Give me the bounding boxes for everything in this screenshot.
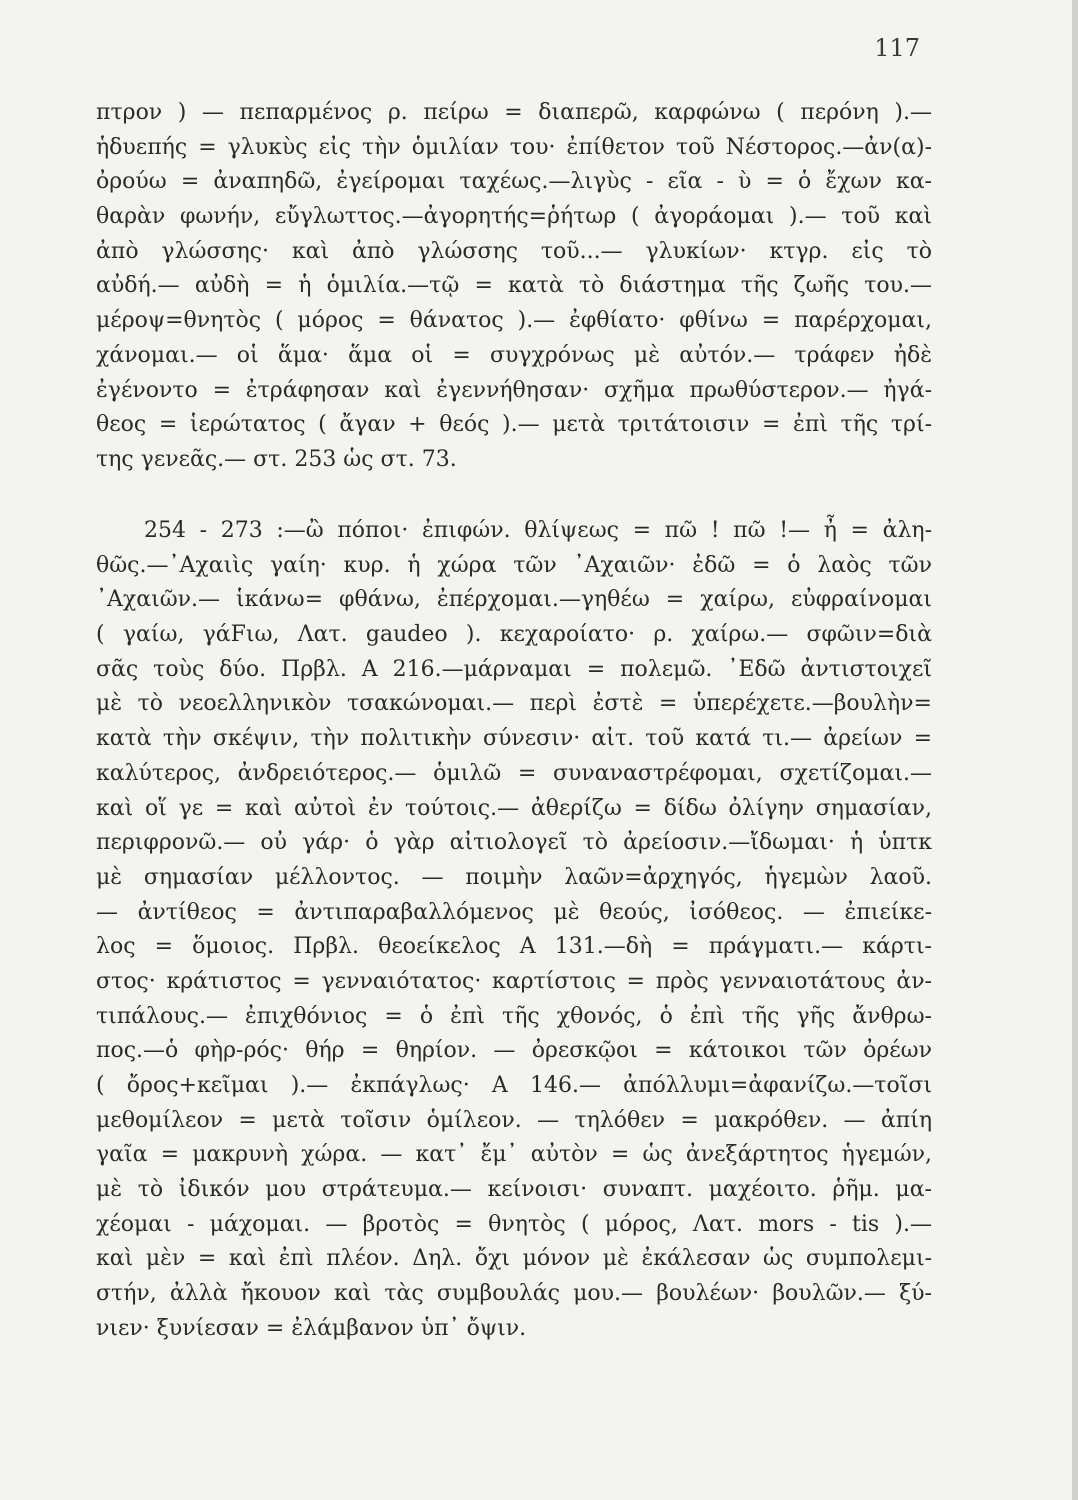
text-line: τιπάλους.— ἐπιχθόνιος = ὁ ἐπὶ τῆς χθονός, ὁ ἐπὶ τῆς γῆς ἄνθρω-: [96, 1003, 932, 1029]
text-line: μὲ τὸ νεοελληνικὸν τσακώνομαι.— περὶ ἐστὲ = ὑπερέχετε.—βουλὴν=: [96, 691, 932, 717]
text-line: — ἀντίθεος = ἀντιπαραβαλλόμενος μὲ θεούς, ἰσόθεος. — ἐπιείκε-: [96, 899, 932, 925]
text-line: χάνομαι.— οἱ ἅμα· ἅμα οἱ = συγχρόνως μὲ αὐτόν.— τράφεν ἠδὲ: [96, 342, 932, 368]
text-line: καὶ οἵ γε = καὶ αὐτοὶ ἐν τούτοις.— ἀθερίζω = δίδω ὀλίγην σημασίαν,: [96, 795, 932, 821]
paragraph-2: [96, 514, 932, 1347]
text-line: γαῖα = μακρυνὴ χώρα. — κατ᾿ ἔμ᾿ αὐτὸν = ὡς ἀνεξάρτητος ἡγεμών,: [96, 1142, 932, 1168]
text-line: ᾿Αχαιῶν.— ἱκάνω= φθάνω, ἐπέρχομαι.—γηθέω = χαίρω, εὐφραίνομαι: [96, 587, 932, 613]
text-line: ( ὄρος+κεῖμαι ).— ἐκπάγλως· Α 146.— ἀπόλλυμι=ἀφανίζω.—τοῖσι: [96, 1073, 932, 1098]
page-number: 117: [874, 34, 920, 62]
text-line: πος.—ὁ φὴρ-ρός· θήρ = θηρίον. — ὀρεσκῷοι = κάτοικοι τῶν ὀρέων: [96, 1038, 932, 1064]
text-line: περιφρονῶ.— οὐ γάρ· ὁ γὰρ αἰτιολογεῖ τὸ ἀρείοσιν.—ἴδωμαι· ἡ ὑπτκ: [96, 830, 932, 856]
text-line: καὶ μὲν = καὶ ἐπὶ πλέον. Δηλ. ὄχι μόνον μὲ ἐκάλεσαν ὡς συμπολεμι-: [96, 1246, 932, 1272]
text-line: 254 - 273 :—ὢ πόποι· ἐπιφών. θλίψεως = πῶ ! πῶ !— ἦ = ἀλη-: [144, 518, 932, 543]
text-line: μέροψ=θνητὸς ( μόρος = θάνατος ).— ἐφθίατο· φθίνω = παρέρχομαι,: [96, 308, 932, 334]
text-line: μεθομίλεον = μετὰ τοῖσιν ὁμίλεον. — τηλόθεν = μακρόθεν. — ἀπίη: [96, 1107, 932, 1133]
text-line: χέομαι - μάχομαι. — βροτὸς = θνητὸς ( μόρος, Λατ. mors - tis ).—: [96, 1211, 932, 1237]
text-line: ὀρούω = ἀναπηδῶ, ἐγείρομαι ταχέως.—λιγὺς - εῖα - ὺ = ὁ ἔχων κα-: [96, 169, 932, 195]
text-line: ἡδυεπής = γλυκὺς εἰς τὴν ὁμιλίαν του· ἐπίθετον τοῦ Νέστορος.—ἀν(α)-: [96, 134, 932, 160]
text-line: πτρον ) — πεπαρμένος ρ. πείρω = διαπερῶ, καρφώνω ( περόνη ).—: [96, 100, 932, 125]
text-line: θεος = ἱερώτατος ( ἄγαν + θεός ).— μετὰ τριτάτοισιν = ἐπὶ τῆς τρί-: [96, 412, 932, 438]
text-line: ἐγένοντο = ἐτράφησαν καὶ ἐγεννήθησαν· σχῆμα πρωθύστερον.— ἠγά-: [96, 377, 932, 403]
text-line: της γενεᾶς.— στ. 253 ὡς στ. 73.: [96, 446, 457, 472]
text-line: σᾶς τοὺς δύο. Πρβλ. Α 216.—μάρναμαι = πολεμῶ. ᾿Εδῶ ἀντιστοιχεῖ: [96, 656, 932, 682]
text-line: νιεν· ξυνίεσαν = ἐλάμβανον ὑπ᾿ ὄψιν.: [96, 1315, 527, 1341]
text-line: ( γαίω, γάFιω, Λατ. gaudeo ). κεχαροίατο· ρ. χαίρω.— σφῶιν=διὰ: [96, 622, 932, 648]
text-line: θῶς.—᾿Αχαιὶς γαίη· κυρ. ἡ χώρα τῶν ᾿Αχαιῶν· ἐδῶ = ὁ λαὸς τῶν: [96, 552, 932, 578]
paragraph-1: [96, 96, 932, 478]
text-line: ἀπὸ γλώσσης· καὶ ἀπὸ γλώσσης τοῦ...— γλυκίων· κτγρ. εἰς τὸ: [96, 238, 932, 264]
text-line: αὐδή.— αὐδὴ = ἡ ὁμιλία.—τῷ = κατὰ τὸ διάστημα τῆς ζωῆς του.—: [96, 273, 932, 299]
page-edge-shadow: [1072, 0, 1078, 1500]
text-line: στος· κράτιστος = γενναιότατος· καρτίστοις = πρὸς γενναιοτάτους ἀν-: [96, 968, 932, 994]
text-line: στήν, ἀλλὰ ἤκουον καὶ τὰς συμβουλάς μου.— βουλέων· βουλῶν.— ξύ-: [96, 1281, 932, 1307]
text-line: κατὰ τὴν σκέψιν, τὴν πολιτικὴν σύνεσιν· αἰτ. τοῦ κατά τι.— ἀρείων =: [96, 726, 932, 752]
text-line: μὲ τὸ ἰδικόν μου στράτευμα.— κείνοισι· συναπτ. μαχέοιτο. ῥῆμ. μα-: [96, 1177, 932, 1203]
text-line: καλύτερος, ἀνδρειότερος.— ὁμιλῶ = συναναστρέφομαι, σχετίζομαι.—: [96, 760, 932, 786]
text-line: μὲ σημασίαν μέλλοντος. — ποιμὴν λαῶν=ἀρχηγός, ἡγεμὼν λαοῦ.: [96, 864, 932, 890]
text-line: θαρὰν φωνήν, εὔγλωττος.—ἀγορητής=ῥήτωρ ( ἀγοράομαι ).— τοῦ καὶ: [96, 204, 932, 230]
text-line: λος = ὅμοιος. Πρβλ. θεοείκελος Α 131.—δὴ = πράγματι.— κάρτι-: [96, 934, 932, 960]
